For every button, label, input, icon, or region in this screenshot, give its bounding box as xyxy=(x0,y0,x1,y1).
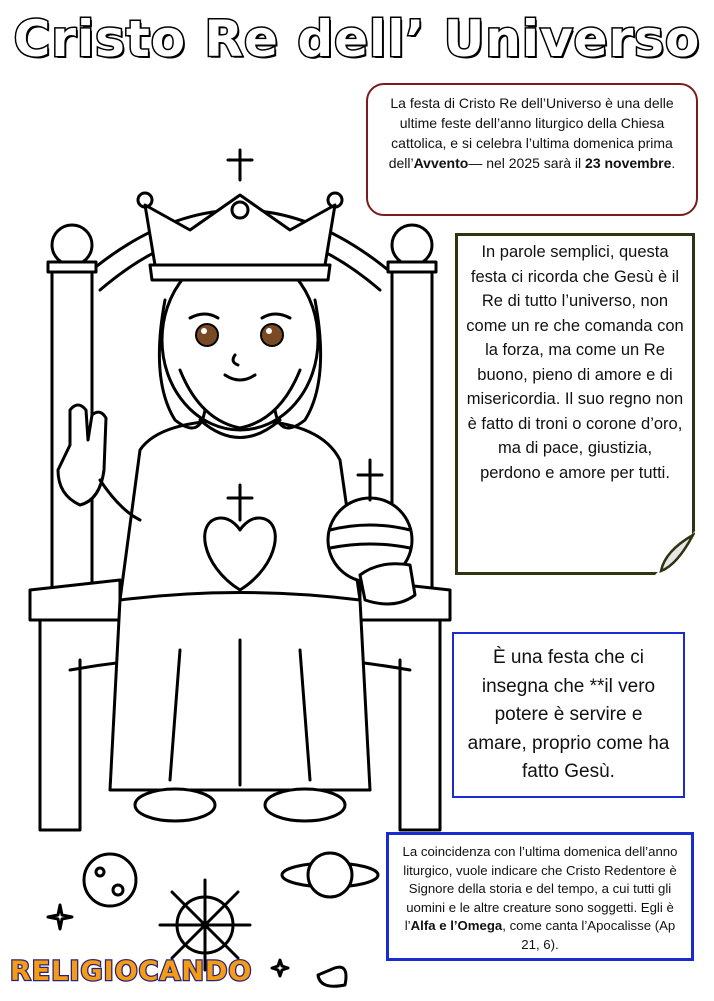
page-curl-icon xyxy=(655,531,695,575)
coincidence-text-2: , come canta l’Apocalisse (Ap 21, 6). xyxy=(502,918,676,952)
coincidence-text: La coincidenza con l’ultima domenica dell’anno liturgico, vuole indicare che Cristo Redentore è Signore della storia e del tempo, a cui tutti gli uomini e le altre creature sono soggetti. Egli è l’ xyxy=(402,844,678,933)
intro-text-2: — nel 2025 sarà il xyxy=(468,155,586,171)
intro-text-3: . xyxy=(671,155,676,171)
intro-bold-advent: Avvento xyxy=(413,155,469,171)
intro-bold-date: 23 novembre xyxy=(585,155,672,171)
intro-text: La festa di Cristo Re dell’Universo è una delle ultime feste dell’anno liturgico della Chiesa cattolica, e si celebra l’ultima domenica prima dell’ xyxy=(388,95,674,171)
brand-logo: RELIGIOCANDO xyxy=(10,956,253,987)
explanation-box xyxy=(455,233,695,575)
lesson-text: È una festa che ci insegna che **il vero potere è servire e amare, proprio come ha fatto Gesù. xyxy=(467,647,670,782)
page-title: Cristo Re dell’ Universo xyxy=(13,10,701,68)
intro-box xyxy=(366,83,698,216)
coincidence-box xyxy=(386,832,694,961)
coincidence-bold: Alfa e l’Omega xyxy=(410,918,503,933)
lesson-box xyxy=(452,632,685,798)
explanation-text: In parole semplici, questa festa ci ricorda che Gesù è il Re di tutto l’universo, non come un re che comanda con la forza, ma come un Re buono, pieno di amore e di misericordia. Il suo regno non è fatto di troni o corone d’oro, ma di pace, giustizia, perdono e amore per tutti. xyxy=(466,243,684,482)
